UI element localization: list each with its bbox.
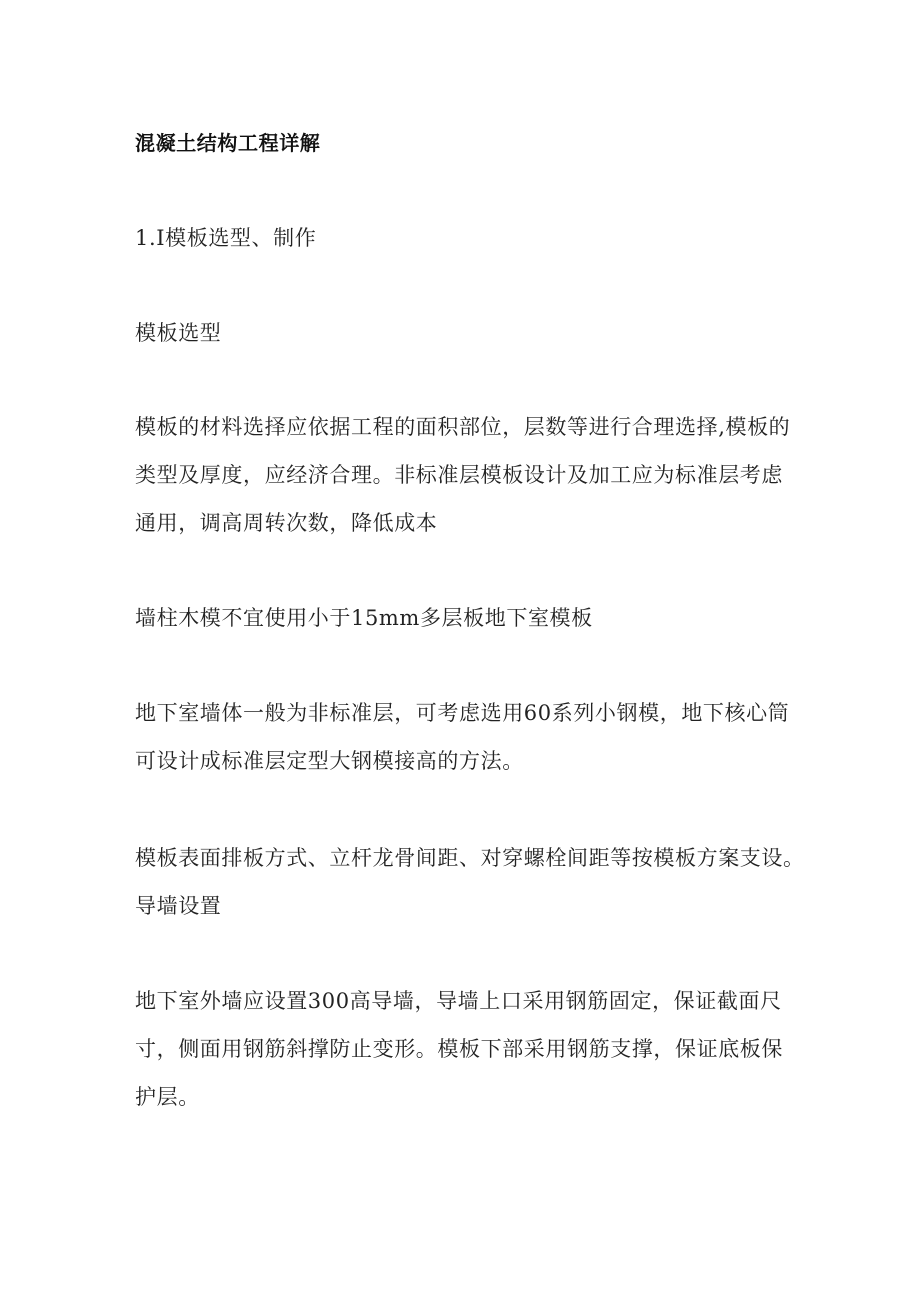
paragraph-line: 模板表面排板方式、立杆龙骨间距、对穿螺栓间距等按模板方案支设。 — [135, 846, 805, 870]
paragraph-line: 类型及厚度，应经济合理。非标准层模板设计及加工应为标准层考虑 — [135, 463, 783, 487]
paragraph-line: 可设计成标准层定型大钢模接高的方法。 — [135, 749, 524, 773]
paragraph-line: 护层。 — [135, 1085, 200, 1109]
paragraph-line: 地下室墙体一般为非标准层，可考虑选用60系列小钢模，地下核心筒 — [135, 701, 790, 725]
section-heading: 1.Ⅰ模板选型、制作 — [135, 226, 317, 250]
document-title: 混凝土结构工程详解 — [135, 131, 321, 155]
paragraph-line: 寸，侧面用钢筋斜撑防止变形。模板下部采用钢筋支撑，保证底板保 — [135, 1037, 783, 1061]
sub-heading-formwork-selection: 模板选型 — [135, 321, 222, 345]
paragraph-line: 地下室外墙应设置300高导墙，导墙上口采用钢筋固定，保证截面尺 — [135, 989, 782, 1013]
paragraph-line: 墙柱木模不宜使用小于15mm多层板地下室模板 — [135, 606, 593, 630]
paragraph-line: 模板的材料选择应依据工程的面积部位，层数等进行合理选择,模板的 — [135, 415, 791, 439]
paragraph-line: 通用，调高周转次数，降低成本 — [135, 511, 438, 535]
sub-heading-guide-wall: 导墙设置 — [135, 894, 222, 918]
